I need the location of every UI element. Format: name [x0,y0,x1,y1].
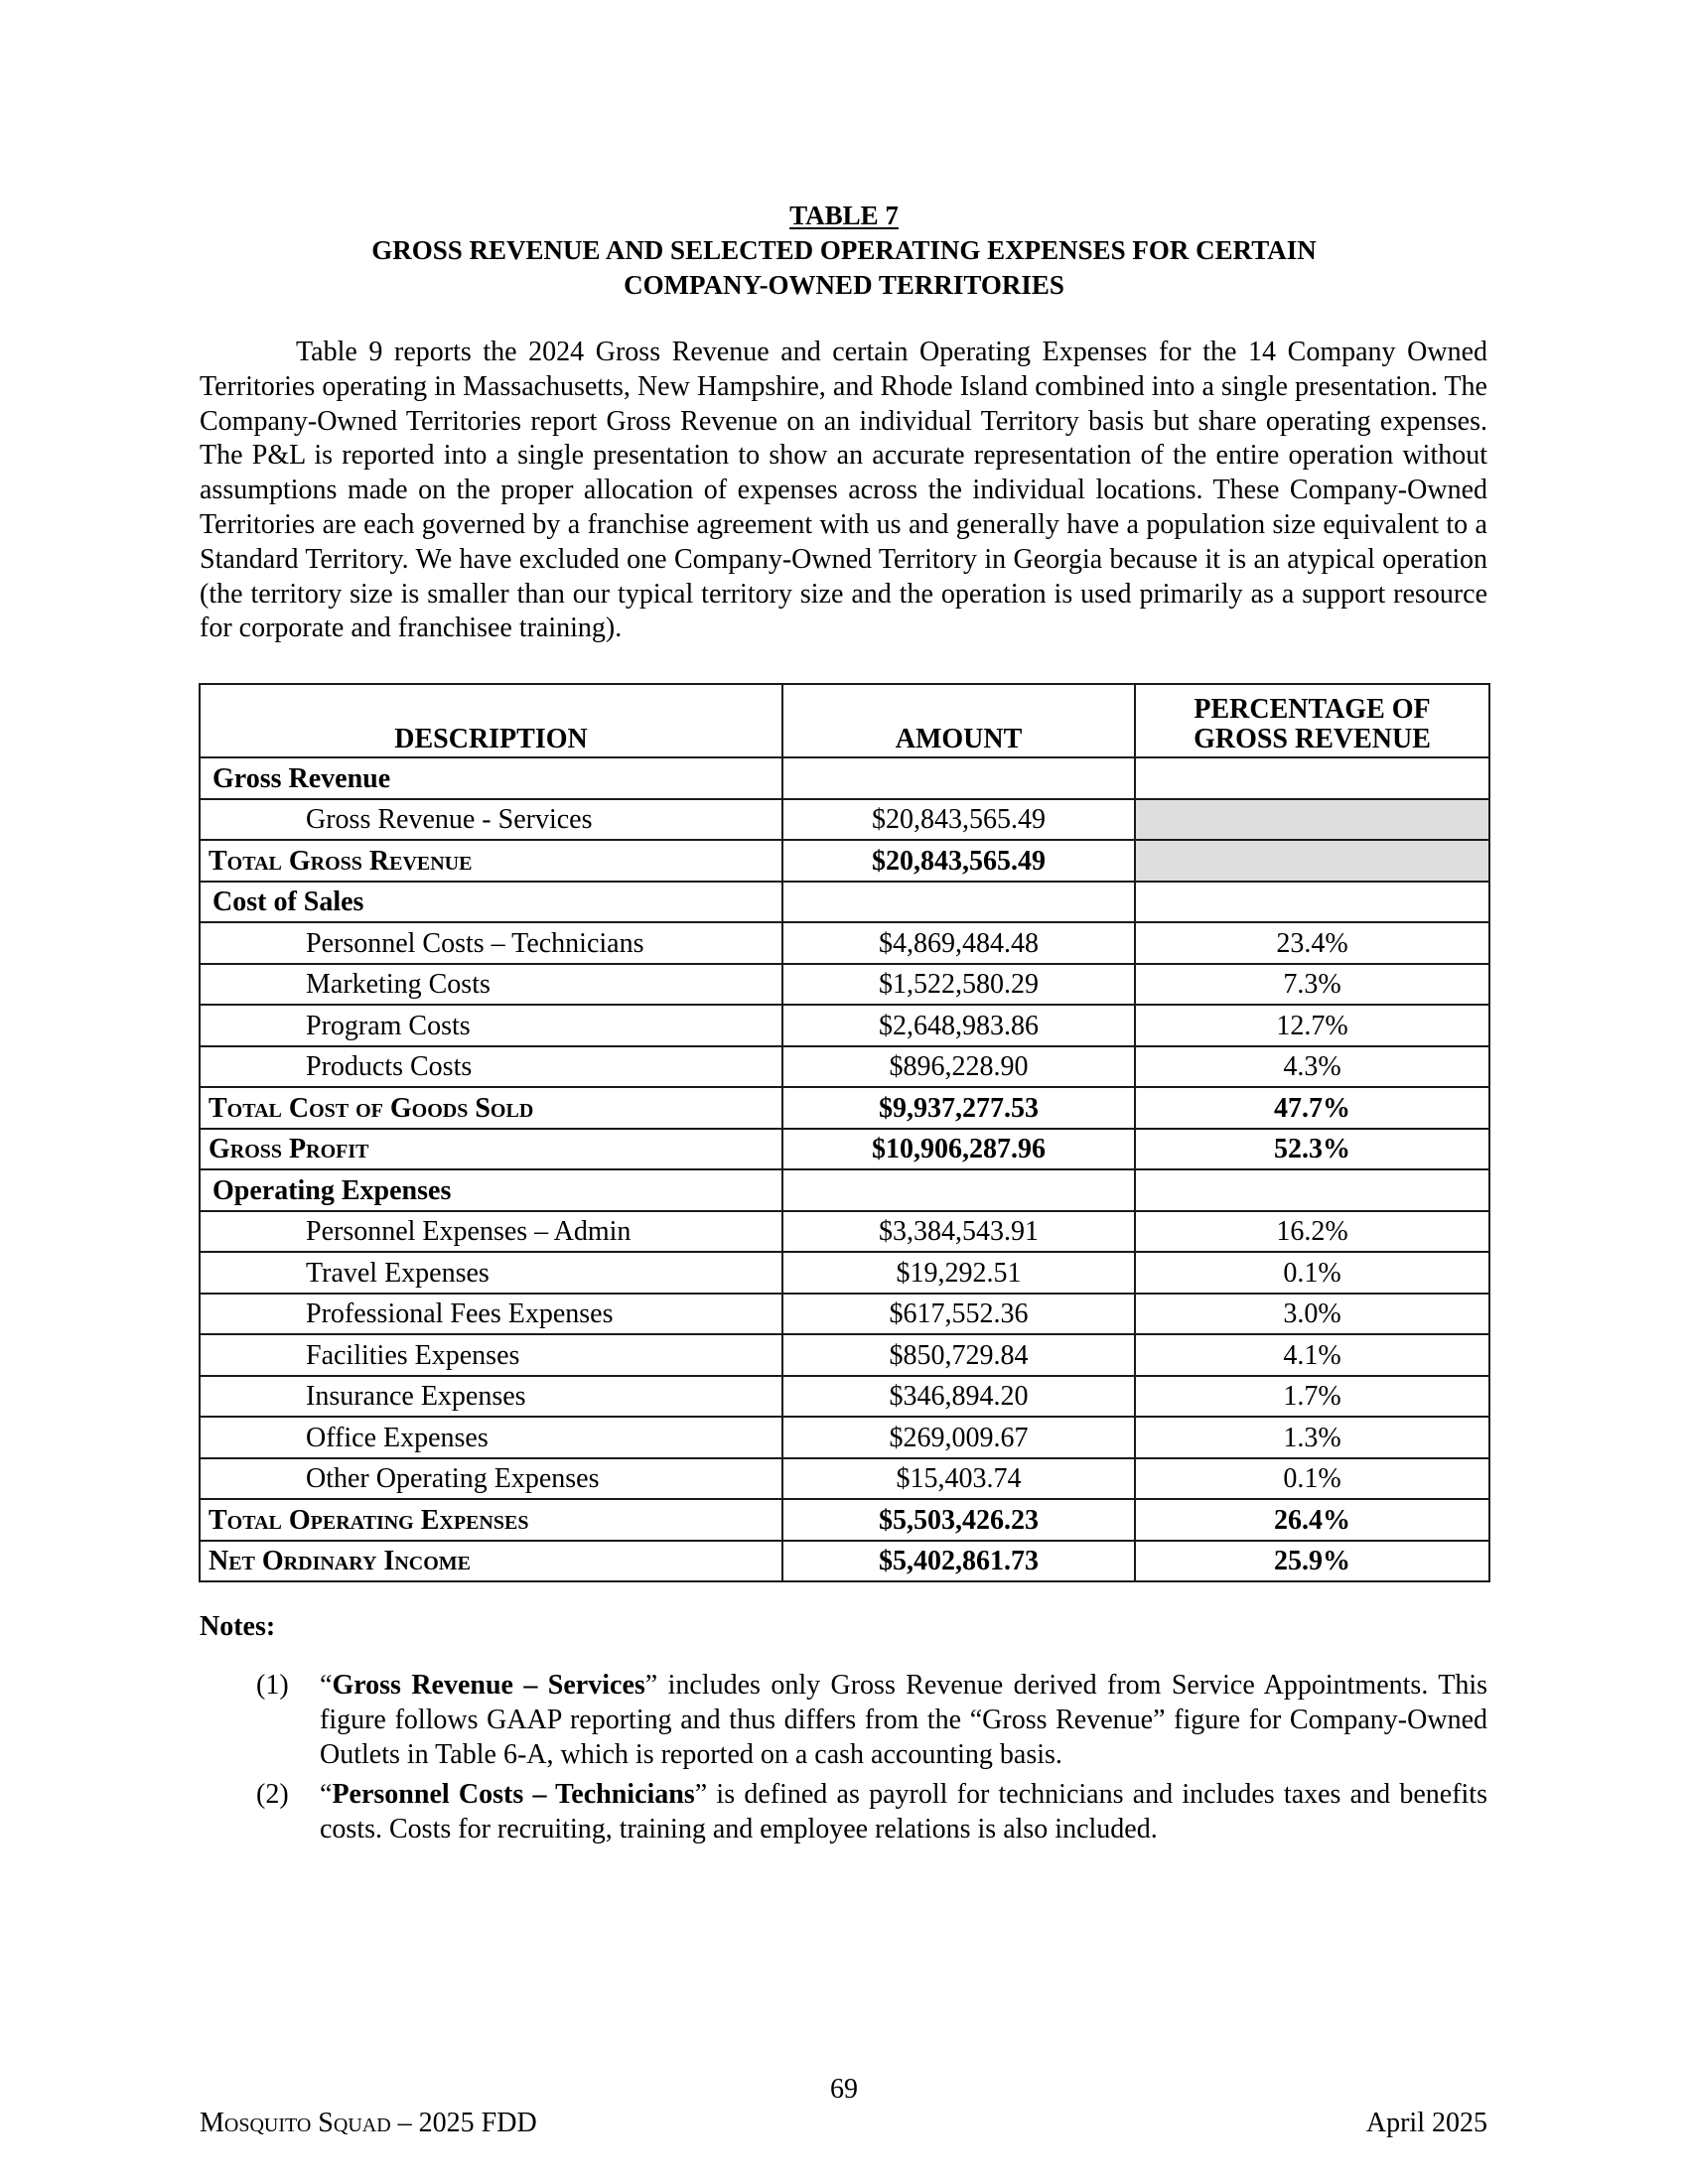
row-amount [782,882,1135,923]
row-description: Products Costs [200,1046,782,1088]
table-row [200,757,1489,799]
row-description: Total Gross Revenue [200,840,782,882]
row-amount: $9,937,277.53 [782,1087,1135,1129]
row-percentage: 47.7% [1135,1087,1489,1129]
row-percentage: 4.3% [1135,1046,1489,1088]
note-body: includes only Gross Revenue derived from Service Appointments. This figure follows GAAP reporting and thus differs from the “Gross Revenue” figure for Company-Owned Outlets in Table 6-A, which is reported on a cash accounting basis. [320,1670,1487,1770]
row-description: Program Costs [200,1005,782,1046]
row-description: Cost of Sales [200,882,782,923]
row-amount [782,757,1135,799]
row-amount: $1,522,580.29 [782,964,1135,1006]
row-description: Gross Profit [200,1129,782,1170]
note-term: Gross Revenue – Services [332,1670,645,1701]
intro-paragraph: Table 9 reports the 2024 Gross Revenue and certain Operating Expenses for the 14 Company Owned Territories operating in Massachusetts, New Hampshire, and Rhode Island combined into a single presentation. The Company-Owned Territories report Gross Revenue on an individual Territory basis but share operating expenses. The P&L is reported into a single presentation to show an accurate representation of the entire operation without assumptions made on the proper allocation of expenses across the individual locations. These Company-Owned Territories are each governed by a franchise agreement with us and generally have a population size equivalent to a Standard Territory. We have excluded one Company-Owned Territory in Georgia because it is an atypical operation (the territory size is smaller than our typical territory size and the operation is used primarily as a support resource for corporate and franchisee training). [200,337,1487,644]
table-row [200,1169,1489,1211]
table-row-total [200,1541,1489,1582]
note-2 [256,1777,1487,1846]
row-percentage: 23.4% [1135,922,1489,964]
row-description: Total Cost of Goods Sold [200,1087,782,1129]
row-percentage: 3.0% [1135,1294,1489,1335]
row-percentage: 7.3% [1135,964,1489,1006]
row-percentage [1135,1169,1489,1211]
row-percentage: 1.7% [1135,1376,1489,1418]
row-amount: $5,503,426.23 [782,1499,1135,1541]
table-title [199,199,1489,303]
table-row [200,1211,1489,1253]
row-percentage: 12.7% [1135,1005,1489,1046]
note-body: is defined as payroll for technicians and includes taxes and benefits costs. Costs for recruiting, training and employee relations is also included. [320,1779,1487,1844]
open-quote: “ [320,1779,333,1810]
close-quote: ” [644,1670,658,1701]
row-amount: $269,009.67 [782,1417,1135,1458]
table-number: TABLE 7 [789,201,899,230]
page-number: 69 [830,2074,858,2105]
row-percentage: 0.1% [1135,1458,1489,1500]
row-description: Marketing Costs [200,964,782,1006]
table-row [200,799,1489,841]
open-quote: “ [320,1670,333,1701]
table-row [200,1458,1489,1500]
footer-document-name: Mosquito Squad – 2025 FDD [200,2108,537,2138]
table-row-total [200,840,1489,882]
table-body [200,757,1489,1581]
row-percentage: 52.3% [1135,1129,1489,1170]
header-percentage [1135,684,1489,757]
row-description: Net Ordinary Income [200,1541,782,1582]
row-amount: $19,292.51 [782,1252,1135,1294]
footer-date: April 2025 [1365,2108,1487,2138]
table-row-total [200,1087,1489,1129]
row-amount: $896,228.90 [782,1046,1135,1088]
row-percentage: 1.3% [1135,1417,1489,1458]
row-description: Total Operating Expenses [200,1499,782,1541]
header-description: DESCRIPTION [200,684,782,757]
pl-table [199,683,1490,1582]
table-row [200,964,1489,1006]
row-amount: $4,869,484.48 [782,922,1135,964]
row-amount: $617,552.36 [782,1294,1135,1335]
row-percentage: 4.1% [1135,1334,1489,1376]
row-amount: $15,403.74 [782,1458,1135,1500]
row-description: Gross Revenue - Services [200,799,782,841]
row-description: Professional Fees Expenses [200,1294,782,1335]
row-percentage: 0.1% [1135,1252,1489,1294]
row-description: Travel Expenses [200,1252,782,1294]
note-text [320,1777,1487,1846]
table-row-total [200,1129,1489,1170]
row-percentage: 25.9% [1135,1541,1489,1582]
row-percentage [1135,882,1489,923]
table-row [200,1252,1489,1294]
header-percentage-line-2: GROSS REVENUE [1194,724,1431,754]
row-percentage-shaded [1135,840,1489,882]
note-term: Personnel Costs – Technicians [332,1779,695,1810]
row-description: Other Operating Expenses [200,1458,782,1500]
row-amount: $20,843,565.49 [782,799,1135,841]
row-percentage: 16.2% [1135,1211,1489,1253]
row-description: Personnel Expenses – Admin [200,1211,782,1253]
header-percentage-line-1: PERCENTAGE OF [1194,694,1431,725]
row-description: Personnel Costs – Technicians [200,922,782,964]
table-row [200,922,1489,964]
table-row [200,882,1489,923]
notes-heading: Notes: [200,1611,276,1642]
table-row [200,1046,1489,1088]
note-text [320,1668,1487,1772]
table-row [200,1376,1489,1418]
note-number: (2) [256,1779,289,1810]
row-amount: $2,648,983.86 [782,1005,1135,1046]
note-1 [256,1668,1487,1772]
row-amount: $3,384,543.91 [782,1211,1135,1253]
table-header-row [200,684,1489,757]
row-description: Facilities Expenses [200,1334,782,1376]
table-title-line-1: GROSS REVENUE AND SELECTED OPERATING EXPENSES FOR CERTAIN [371,235,1317,265]
row-description: Gross Revenue [200,757,782,799]
row-amount: $850,729.84 [782,1334,1135,1376]
close-quote: ” [694,1779,708,1810]
row-description: Office Expenses [200,1417,782,1458]
row-percentage [1135,757,1489,799]
table-row [200,1417,1489,1458]
row-amount [782,1169,1135,1211]
header-amount: AMOUNT [782,684,1135,757]
table-row [200,1294,1489,1335]
row-amount: $346,894.20 [782,1376,1135,1418]
table-row [200,1005,1489,1046]
row-percentage: 26.4% [1135,1499,1489,1541]
row-amount: $5,402,861.73 [782,1541,1135,1582]
table-title-line-2: COMPANY-OWNED TERRITORIES [624,270,1064,300]
note-number: (1) [256,1670,289,1701]
row-description: Operating Expenses [200,1169,782,1211]
row-amount: $20,843,565.49 [782,840,1135,882]
table-row [200,1334,1489,1376]
row-percentage-shaded [1135,799,1489,841]
row-amount: $10,906,287.96 [782,1129,1135,1170]
row-description: Insurance Expenses [200,1376,782,1418]
table-row-total [200,1499,1489,1541]
